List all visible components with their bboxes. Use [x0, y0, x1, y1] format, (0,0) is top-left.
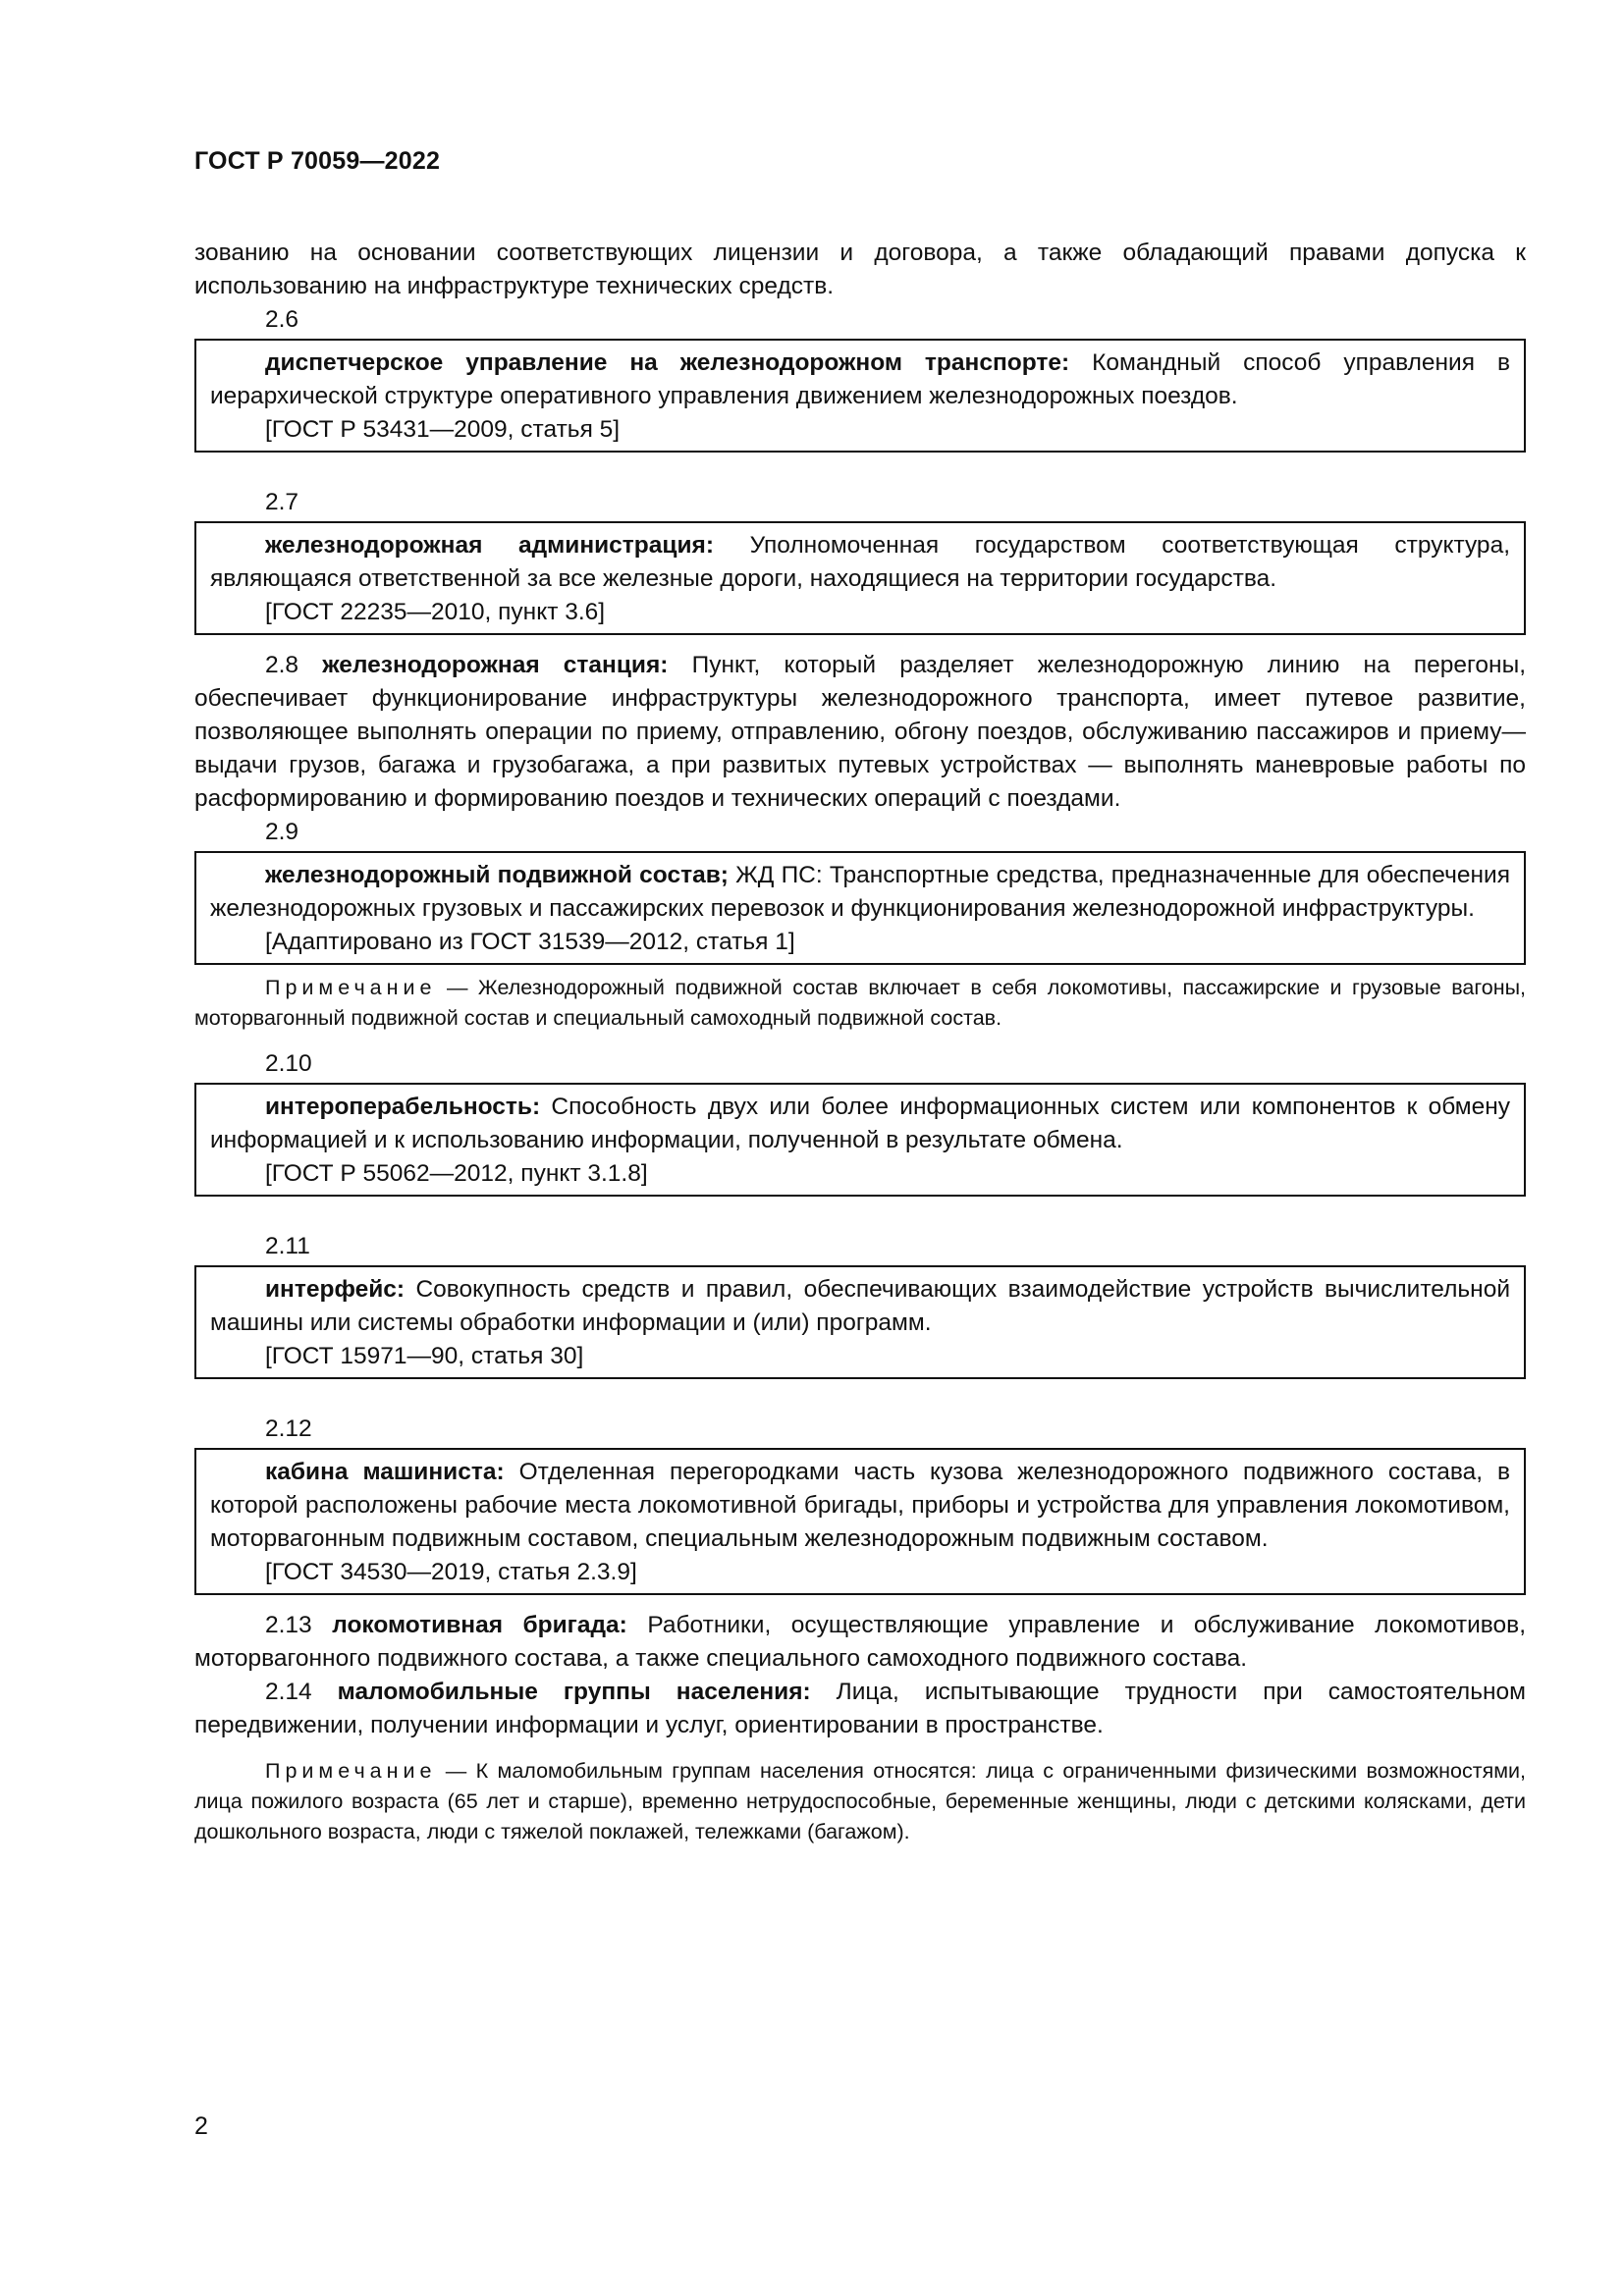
- definition: Работники, осуществляющие управление и обслуживание локомотивов, моторвагонного подвижного состава, а также специального самоходного подвижного состава.: [194, 1612, 1526, 1672]
- entry-number: 2.12: [265, 1415, 312, 1442]
- definition-box: [194, 1448, 1526, 1595]
- definition-paragraph: [194, 649, 1526, 816]
- page-number: 2: [194, 2112, 208, 2140]
- document-body: [194, 237, 1526, 1847]
- source-reference: [ГОСТ Р 53431—2009, статья 5]: [265, 416, 621, 443]
- note-label: Примечание: [265, 976, 437, 999]
- definition-text: [210, 859, 1510, 926]
- definition: Способность двух или более информационных систем или компонентов к обмену информацией и к использованию информации, полученной в результате обмена.: [210, 1094, 1510, 1153]
- definition: Лица, испытывающие трудности при самостоятельном передвижении, получении информации и услуг, ориентировании в пространстве.: [194, 1679, 1526, 1738]
- term: маломобильные группы населения:: [337, 1679, 811, 1705]
- note-label: Примечание: [265, 1759, 437, 1783]
- note-text: — К маломобильным группам населения относятся: лица с ограниченными физическими возможностями, лица пожилого возраста (65 лет и старше), временно нетрудоспособные, беременные женщины, люди с детскими колясками, дети дошкольного возраста, люди с тяжелой поклажей, тележками (багажом).: [194, 1759, 1526, 1843]
- term: железнодорожная администрация:: [265, 532, 714, 559]
- definition: Пункт, который разделяет железнодорожную линию на перегоны, обеспечивает функционирование инфраструктуры железнодорожного транспорта, имеет путевое развитие, позволяющее выполнять операции по приему, отправлению, обгону поездов, обслуживанию пассажиров и приему—выдачи грузов, багажа и грузобагажа, а при развитых путевых устройствах — выполнять маневровые работы по расформированию и формированию поездов и технических операций с поездами.: [194, 652, 1526, 812]
- term: железнодорожная станция:: [322, 652, 669, 678]
- entry-number: 2.11: [265, 1233, 310, 1259]
- entry-number: 2.9: [265, 819, 299, 845]
- definition-box: [194, 851, 1526, 965]
- definition-text: [210, 1456, 1510, 1556]
- definition-text: [210, 1091, 1510, 1157]
- entry-number: 2.8: [265, 652, 299, 678]
- document-header: ГОСТ Р 70059—2022: [194, 147, 441, 175]
- term: интероперабельность:: [265, 1094, 541, 1120]
- entry-number: 2.6: [265, 306, 299, 333]
- note: [194, 973, 1526, 1034]
- definition: Уполномоченная государством соответствующая структура, являющаяся ответственной за все железные дороги, находящиеся на территории государства.: [210, 532, 1510, 592]
- definition-text: [210, 347, 1510, 413]
- note-text: — Железнодорожный подвижной состав включает в себя локомотивы, пассажирские и грузовые вагоны, моторвагонный подвижной состав и специальный самоходный подвижной состав.: [194, 976, 1526, 1030]
- entry-number: 2.13: [265, 1612, 312, 1638]
- source-reference: [ГОСТ Р 55062—2012, пункт 3.1.8]: [265, 1160, 648, 1187]
- definition-box: [194, 1083, 1526, 1197]
- term: кабина машиниста:: [265, 1459, 505, 1485]
- document-page: [194, 147, 1526, 1847]
- source-reference: [Адаптировано из ГОСТ 31539—2012, статья 1]: [265, 929, 795, 955]
- term: железнодорожный подвижной состав;: [265, 862, 729, 888]
- term: интерфейс:: [265, 1276, 406, 1303]
- term: диспетчерское управление на железнодорожном транспорте:: [265, 349, 1070, 376]
- definition: ЖД ПС: Транспортные средства, предназначенные для обеспечения железнодорожных грузовых и пассажирских перевозок и функционирования железнодорожной инфраструктуры.: [210, 862, 1510, 922]
- source-reference: [ГОСТ 34530—2019, статья 2.3.9]: [265, 1559, 637, 1585]
- source-reference: [ГОСТ 15971—90, статья 30]: [265, 1343, 584, 1369]
- definition-paragraph: [194, 1676, 1526, 1742]
- source-reference: [ГОСТ 22235—2010, пункт 3.6]: [265, 599, 606, 625]
- definition-box: [194, 1265, 1526, 1379]
- definition-text: [210, 529, 1510, 596]
- term: локомотивная бригада:: [332, 1612, 627, 1638]
- note: [194, 1756, 1526, 1847]
- intro-paragraph: зованию на основании соответствующих лицензии и договора, а также обладающий правами допуска к использованию на инфраструктуре технических средств.: [194, 240, 1526, 299]
- definition-box: [194, 339, 1526, 453]
- definition-text: [210, 1273, 1510, 1340]
- definition: Отделенная перегородками часть кузова железнодорожного подвижного состава, в которой расположены рабочие места локомотивной бригады, приборы и устройства для управления локомотивом, моторвагонным подвижным составом, специальным железнодорожным подвижным составом.: [210, 1459, 1510, 1552]
- entry-number: 2.14: [265, 1679, 312, 1705]
- definition-box: [194, 521, 1526, 635]
- entry-number: 2.7: [265, 489, 299, 515]
- definition: Командный способ управления в иерархической структуре оперативного управления движением железнодорожных поездов.: [210, 349, 1510, 409]
- entry-number: 2.10: [265, 1050, 312, 1077]
- definition-paragraph: [194, 1609, 1526, 1676]
- definition: Совокупность средств и правил, обеспечивающих взаимодействие устройств вычислительной машины или системы обработки информации и (или) программ.: [210, 1276, 1510, 1336]
